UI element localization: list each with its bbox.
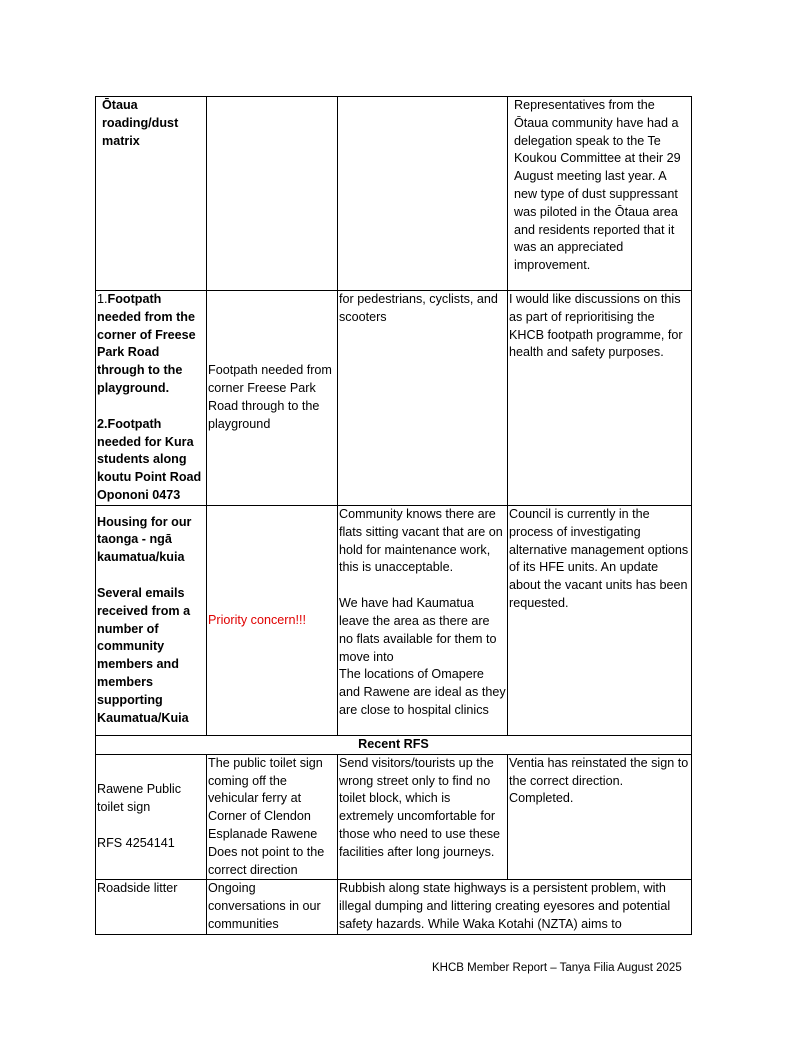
issue-cell — [96, 506, 207, 736]
issue-item-2: 2.Footpath needed for Kura students along koutu Point Road Opononi 0473 — [97, 416, 202, 502]
issue-item-1 — [97, 291, 205, 398]
issue-cell — [96, 754, 207, 880]
issue-cell: Ōtaua roading/dust matrix — [96, 97, 207, 291]
report-table — [95, 96, 692, 935]
section-header: Recent RFS — [96, 736, 692, 755]
rfs-number: RFS 4254141 — [97, 835, 175, 850]
issue-heading: Housing for our taonga - ngā kaumatua/kuia — [97, 514, 192, 565]
table-row — [96, 506, 692, 736]
comment-para-1: Community knows there are flats sitting vacant that are on hold for maintenance work, this is unacceptable. — [339, 507, 503, 575]
table-row — [96, 97, 692, 291]
table-row — [96, 880, 692, 934]
table-row — [96, 754, 692, 880]
comment-cell: Send visitors/tourists up the wrong street only to find no toilet block, which is extremely uncomfortable for those who need to use these facilities after long journeys. — [338, 754, 508, 880]
issue-note: Several emails received from a number of community members and members supporting Kaumatua/Kuia — [97, 586, 191, 725]
comment-cell — [338, 97, 508, 291]
page-footer: KHCB Member Report – Tanya Filia August 2025 — [432, 962, 682, 974]
detail-cell — [207, 97, 338, 291]
issue-text: Footpath needed from the corner of Freese Park Road through to the playground. — [97, 292, 196, 395]
detail-cell: The public toilet sign coming off the vehicular ferry at Corner of Clendon Esplanade Rawene Does not point to the correct direction — [207, 754, 338, 880]
issue-title: Rawene Public toilet sign — [97, 782, 182, 815]
response-cell: Ventia has reinstated the sign to the correct direction. Completed. — [508, 754, 692, 880]
issue-cell — [96, 291, 207, 506]
comment-cell — [338, 506, 508, 736]
response-cell: Representatives from the Ōtaua community have had a delegation speak to the Te Koukou Committee at their 29 August meeting last year. A new type of dust suppressant was piloted in the Ōtaua area and residents reported that it was an appreciated improvement. — [508, 97, 692, 291]
comment-cell: for pedestrians, cyclists, and scooters — [338, 291, 508, 506]
issue-cell: Roadside litter — [96, 880, 207, 934]
issue-number: 1. — [97, 292, 108, 306]
comment-para-2: We have had Kaumatua leave the area as there are no flats available for them to move into The locations of Omapere and Rawene are ideal as they are close to hospital clinics — [339, 596, 506, 717]
response-cell: I would like discussions on this as part of reprioritising the KHCB footpath programme, for health and safety purposes. — [508, 291, 692, 506]
detail-cell: Footpath needed from corner Freese Park Road through to the playground — [207, 291, 338, 506]
table-row — [96, 291, 692, 506]
detail-cell: Ongoing conversations in our communities — [207, 880, 338, 934]
response-cell: Council is currently in the process of investigating alternative management options of its HFE units. An update about the vacant units has been requested. — [508, 506, 692, 736]
priority-cell: Priority concern!!! — [207, 506, 338, 736]
comment-cell: Rubbish along state highways is a persistent problem, with illegal dumping and littering creating eyesores and potential safety hazards. While Waka Kotahi (NZTA) aims to — [338, 880, 692, 934]
section-row — [96, 736, 692, 755]
